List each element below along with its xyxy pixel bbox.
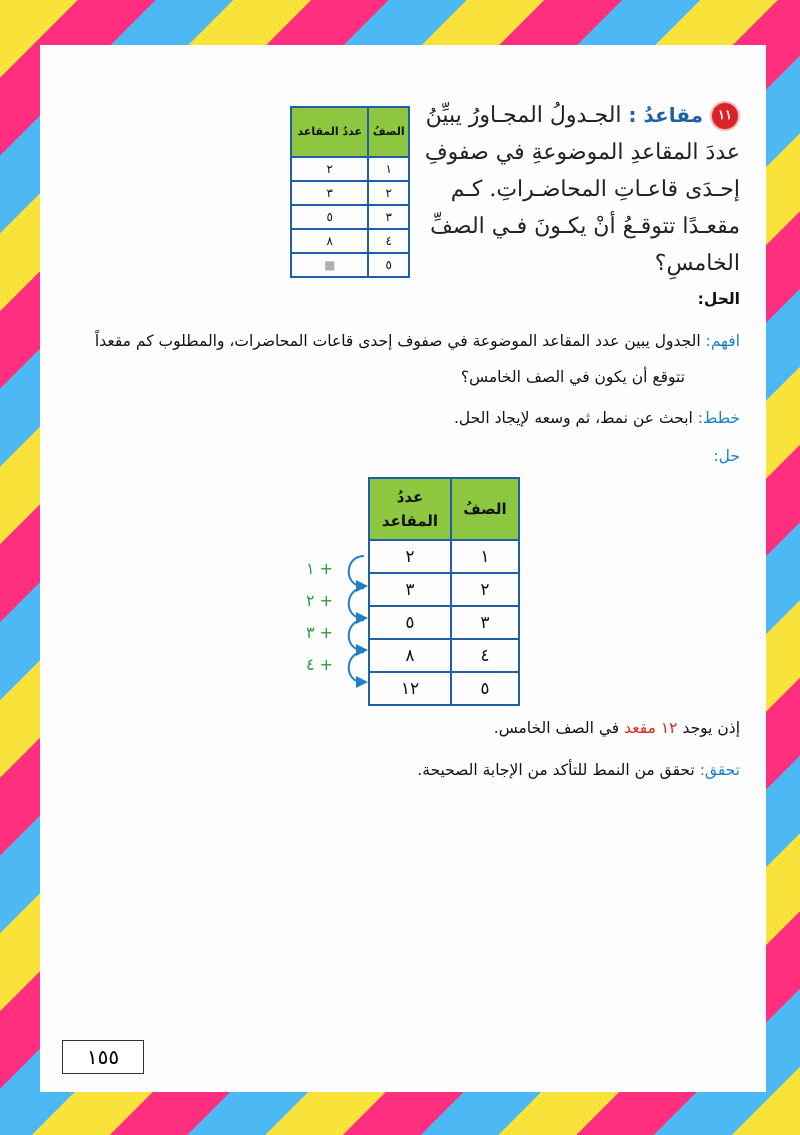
table-cell: ٥ bbox=[368, 253, 409, 277]
table-row bbox=[291, 181, 409, 205]
arrow-2 bbox=[349, 588, 364, 618]
solution-heading: الحل: bbox=[697, 290, 740, 308]
plan-text: ابحث عن نمط، ثم وسعه لإيجاد الحل. bbox=[454, 409, 693, 427]
problem-line-3: إحـدَى قاعـاتِ المحاضـراتِ. كـم bbox=[450, 177, 740, 202]
table-row bbox=[369, 606, 519, 639]
table-header-row-col: الصفُ bbox=[451, 478, 519, 540]
table-cell: ٢ bbox=[368, 181, 409, 205]
unknown-cell: ■ bbox=[291, 253, 368, 277]
table-row bbox=[369, 540, 519, 573]
problem-statement bbox=[410, 97, 740, 282]
plan-paragraph bbox=[240, 407, 740, 429]
table-cell: ٤ bbox=[368, 229, 409, 253]
table-row bbox=[291, 253, 409, 277]
plan-label: خطط: bbox=[697, 409, 740, 427]
table-cell: ٣ bbox=[451, 606, 519, 639]
table-header-seats-col: عددُ المقاعد bbox=[291, 107, 368, 157]
table-row bbox=[369, 672, 519, 705]
check-paragraph bbox=[240, 759, 740, 781]
table-row bbox=[291, 205, 409, 229]
understand-line-2: تتوقع أن يكون في الصف الخامس؟ bbox=[460, 368, 685, 386]
arrow-4 bbox=[349, 652, 364, 682]
difference-label-3: + ٣ bbox=[306, 623, 334, 642]
worksheet-page bbox=[40, 45, 766, 1092]
table-cell: ٨ bbox=[369, 639, 451, 672]
difference-label-1: + ١ bbox=[306, 559, 334, 578]
table-row bbox=[369, 639, 519, 672]
table-header-row-col: الصفُ bbox=[368, 107, 409, 157]
problem-line-2: عددَ المقاعدِ الموضوعةِ في صفوفِ bbox=[424, 140, 740, 165]
big-seats-table bbox=[368, 477, 520, 706]
problem-line-1: الجـدولُ المجـاورُ يبيِّنُ bbox=[425, 103, 622, 128]
small-seats-table bbox=[290, 106, 410, 278]
problem-line-4: مقعـدًا تتوقـعُ أنْ يكـونَ فـي الصفِّ bbox=[430, 214, 740, 239]
understand-label: افهم: bbox=[705, 332, 740, 350]
table-cell: ٣ bbox=[369, 573, 451, 606]
table-header-seats-col: عددُ المقاعد bbox=[369, 478, 451, 540]
problem-number-badge: ١١ bbox=[710, 101, 740, 131]
table-cell: ٢ bbox=[451, 573, 519, 606]
understand-line-1: الجدول يبين عدد المقاعد الموضوعة في صفوف إحدى قاعات المحاضرات، والمطلوب كم مقعداً bbox=[94, 332, 701, 350]
difference-arrows bbox=[336, 550, 376, 700]
table-row bbox=[369, 573, 519, 606]
check-text: تحقق من النمط للتأكد من الإجابة الصحيحة. bbox=[417, 761, 695, 779]
table-cell: ٥ bbox=[291, 205, 368, 229]
conclusion-post: في الصف الخامس. bbox=[493, 719, 620, 737]
problem-title: مقاعدُ : bbox=[628, 103, 703, 127]
difference-label-2: + ٢ bbox=[306, 591, 334, 610]
problem-line bbox=[410, 97, 740, 134]
conclusion-answer: ١٢ مقعد bbox=[624, 719, 678, 737]
table-cell: ١ bbox=[451, 540, 519, 573]
table-cell: ٤ bbox=[451, 639, 519, 672]
table-row bbox=[291, 157, 409, 181]
difference-label-4: + ٤ bbox=[306, 655, 334, 674]
conclusion-pre: إذن يوجد bbox=[682, 719, 740, 737]
table-row bbox=[291, 229, 409, 253]
answer-cell: ١٢ bbox=[369, 672, 451, 705]
understand-paragraph bbox=[70, 330, 740, 352]
arrow-3 bbox=[349, 620, 364, 650]
check-label: تحقق: bbox=[699, 761, 740, 779]
table-cell: ٣ bbox=[291, 181, 368, 205]
table-cell: ١ bbox=[368, 157, 409, 181]
table-cell: ٢ bbox=[291, 157, 368, 181]
table-cell: ٨ bbox=[291, 229, 368, 253]
problem-line-5: الخامسِ؟ bbox=[654, 251, 740, 276]
table-cell: ٥ bbox=[369, 606, 451, 639]
arrow-1 bbox=[349, 556, 364, 586]
solve-label: حل: bbox=[713, 447, 740, 465]
page-number: ١٥٥ bbox=[62, 1040, 144, 1074]
conclusion-sentence bbox=[240, 717, 740, 739]
table-cell: ٢ bbox=[369, 540, 451, 573]
table-cell: ٥ bbox=[451, 672, 519, 705]
table-cell: ٣ bbox=[368, 205, 409, 229]
